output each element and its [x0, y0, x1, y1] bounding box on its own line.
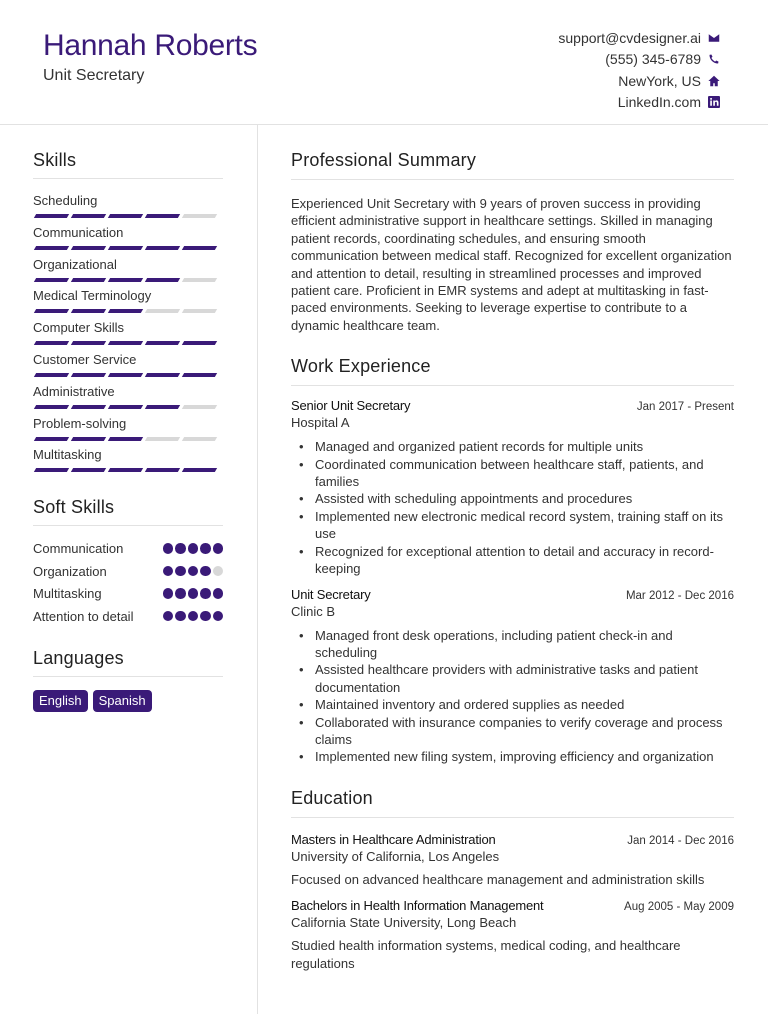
- skill-level-segment: [108, 278, 143, 282]
- education-entry: [291, 898, 734, 972]
- skill-level-segment: [34, 373, 69, 377]
- languages-heading: Languages: [33, 648, 223, 677]
- skill-level-segment: [108, 214, 143, 218]
- rating-dot: [175, 611, 186, 622]
- education-heading: Education: [291, 788, 734, 818]
- skill-name: Medical Terminology: [33, 288, 152, 304]
- rating-dot: [200, 611, 211, 622]
- skill-level-segment: [145, 468, 180, 472]
- skill-level-segment: [71, 309, 106, 313]
- skill-item: [33, 225, 223, 257]
- contact-list: [558, 27, 720, 113]
- soft-skills-section: [33, 497, 223, 630]
- job-bullet: • Assisted healthcare providers with administrative tasks and patient documentation: [291, 661, 734, 696]
- rating-dot: [163, 588, 174, 599]
- skill-level-segment: [182, 309, 217, 313]
- skill-level-segment: [108, 468, 143, 472]
- skill-level-segment: [34, 214, 69, 218]
- rating-dot: [200, 543, 211, 554]
- contact-phone[interactable]: [558, 49, 720, 71]
- job-title: Senior Unit Secretary: [291, 398, 411, 414]
- skill-name: Scheduling: [33, 193, 98, 208]
- job-bullets: [291, 438, 734, 577]
- skill-level-segment: [108, 405, 143, 409]
- column-divider: [257, 125, 258, 1014]
- skill-level-segment: [145, 405, 180, 409]
- candidate-title: Unit Secretary: [43, 67, 145, 84]
- skill-item: [33, 352, 223, 384]
- skill-level-segment: [182, 341, 217, 345]
- candidate-name: Hannah Roberts: [43, 29, 258, 62]
- soft-skill-name: Attention to detail: [33, 608, 134, 624]
- rating-dot: [175, 566, 186, 577]
- skill-level-bar: [33, 437, 223, 441]
- skill-name: Communication: [33, 224, 124, 240]
- experience-heading: Work Experience: [291, 356, 734, 386]
- job-bullet: • Implemented new electronic medical record system, training staff on its use: [291, 508, 734, 543]
- skill-name: Problem-solving: [33, 415, 127, 431]
- job-entry: [291, 398, 734, 577]
- skill-level-segment: [71, 246, 106, 250]
- skill-level-segment: [182, 468, 217, 472]
- linkedin-icon: [708, 96, 720, 108]
- soft-skill-item: [33, 563, 223, 586]
- skill-level-segment: [34, 405, 69, 409]
- skill-level-segment: [71, 437, 106, 441]
- skill-level-segment: [34, 468, 69, 472]
- resume-header: [0, 0, 768, 125]
- education-section: [291, 788, 734, 972]
- skill-level-bar: [33, 278, 223, 282]
- contact-location-text: NewYork, US: [618, 72, 701, 89]
- skill-item: [33, 288, 223, 320]
- skill-level-bar: [33, 246, 223, 250]
- left-column: [33, 150, 223, 712]
- skill-level-segment: [34, 437, 69, 441]
- rating-dot: [213, 588, 224, 599]
- rating-dot: [200, 566, 211, 577]
- skill-level-segment: [108, 341, 143, 345]
- skills-heading: Skills: [33, 150, 223, 179]
- skill-level-segment: [71, 405, 106, 409]
- skill-level-segment: [108, 246, 143, 250]
- rating-dot: [200, 588, 211, 599]
- job-bullet: • Managed front desk operations, including patient check-in and scheduling: [291, 627, 734, 662]
- home-icon: [708, 75, 720, 87]
- skill-level-bar: [33, 468, 223, 472]
- skill-level-segment: [34, 341, 69, 345]
- skill-level-segment: [145, 246, 180, 250]
- education-description: Studied health information systems, medical coding, and healthcare regulations: [291, 938, 681, 971]
- skill-level-segment: [182, 373, 217, 377]
- soft-skill-name: Organization: [33, 563, 107, 579]
- skill-level-segment: [108, 373, 143, 377]
- soft-skills-heading: Soft Skills: [33, 497, 223, 526]
- phone-icon: [708, 53, 720, 65]
- soft-skill-rating: [163, 563, 224, 577]
- contact-email[interactable]: [558, 27, 720, 49]
- skill-level-segment: [145, 214, 180, 218]
- education-entry: [291, 832, 734, 888]
- skill-level-segment: [71, 278, 106, 282]
- language-badges: [33, 690, 223, 712]
- education-dates: Aug 2005 - May 2009: [624, 901, 734, 914]
- skill-level-segment: [34, 246, 69, 250]
- job-entry: [291, 587, 734, 766]
- soft-skill-item: [33, 585, 223, 608]
- job-bullet: • Maintained inventory and ordered supplies as needed: [291, 696, 734, 713]
- skill-item: [33, 384, 223, 416]
- soft-skill-rating: [163, 540, 224, 554]
- job-dates: Mar 2012 - Dec 2016: [625, 589, 734, 602]
- degree-title: Masters in Healthcare Administration: [291, 831, 496, 847]
- languages-section: [33, 648, 223, 712]
- summary-heading: Professional Summary: [291, 150, 734, 180]
- job-bullet: • Managed and organized patient records for multiple units: [291, 438, 734, 455]
- envelope-icon: [708, 32, 720, 44]
- skill-level-segment: [182, 437, 217, 441]
- skill-level-segment: [71, 214, 106, 218]
- skill-item: [33, 193, 223, 225]
- summary-section: [291, 150, 734, 334]
- rating-dot: [163, 566, 174, 577]
- rating-dot: [213, 543, 224, 554]
- contact-location: [558, 70, 720, 92]
- skill-level-segment: [182, 246, 217, 250]
- skill-item: [33, 257, 223, 289]
- education-description: Focused on advanced healthcare management and administration skills: [291, 871, 705, 887]
- skill-name: Administrative: [33, 383, 115, 399]
- skill-name: Customer Service: [33, 351, 137, 367]
- soft-skills-list: [33, 540, 223, 630]
- job-bullets: [291, 627, 734, 766]
- contact-linkedin-text: LinkedIn.com: [617, 94, 701, 111]
- job-dates: Jan 2017 - Present: [636, 401, 734, 414]
- job-bullet: • Coordinated communication between healthcare staff, patients, and families: [291, 456, 734, 491]
- rating-dot: [163, 611, 174, 622]
- contact-email-text: support@cvdesigner.ai: [558, 29, 701, 46]
- rating-dot: [188, 611, 199, 622]
- skill-level-segment: [108, 309, 143, 313]
- rating-dot: [213, 611, 224, 622]
- rating-dot: [163, 543, 174, 554]
- education-dates: Jan 2014 - Dec 2016: [627, 834, 734, 847]
- skill-item: [33, 416, 223, 448]
- skills-section: [33, 150, 223, 479]
- skill-level-bar: [33, 214, 223, 218]
- skill-name: Organizational: [33, 256, 117, 272]
- summary-text: Experienced Unit Secretary with 9 years of proven success in providing efficient administrative support in healthcare settings. Skilled in managing patient records, coordinating schedules, and ensuring smooth communication between medical staff. Recognized for excellent organization and attention to detail, resulting in streamlined processes and improved patient care. Proficient in EMR systems and adept at multitasking in fast-paced environments. Seeking to leverage expertise to contribute to a dynamic healthcare team.: [291, 196, 732, 333]
- experience-section: [291, 356, 734, 766]
- skill-level-bar: [33, 309, 223, 313]
- rating-dot: [188, 543, 199, 554]
- job-bullet: • Recognized for exceptional attention to detail and accuracy in record-keeping: [291, 543, 734, 578]
- skill-level-segment: [182, 214, 217, 218]
- soft-skill-item: [33, 540, 223, 563]
- soft-skill-rating: [163, 608, 224, 622]
- skill-level-segment: [34, 309, 69, 313]
- rating-dot: [188, 566, 199, 577]
- soft-skill-item: [33, 608, 223, 631]
- skill-item: [33, 320, 223, 352]
- skill-level-bar: [33, 405, 223, 409]
- job-organization: Hospital A: [291, 415, 350, 431]
- degree-title: Bachelors in Health Information Management: [291, 898, 544, 914]
- language-badge: Spanish: [93, 690, 152, 712]
- skill-level-segment: [34, 278, 69, 282]
- school-name: California State University, Long Beach: [291, 915, 517, 931]
- soft-skill-name: Multitasking: [33, 586, 102, 602]
- skill-level-bar: [33, 373, 223, 377]
- skill-item: [33, 447, 223, 479]
- language-badge: English: [33, 690, 88, 712]
- skill-level-segment: [145, 373, 180, 377]
- skill-level-segment: [71, 341, 106, 345]
- skill-name: Multitasking: [33, 447, 102, 463]
- skill-level-segment: [182, 278, 217, 282]
- skill-level-segment: [145, 309, 180, 313]
- soft-skill-name: Communication: [33, 541, 124, 557]
- skill-level-segment: [182, 405, 217, 409]
- job-bullet: • Implemented new filing system, improving efficiency and organization: [291, 748, 734, 765]
- rating-dot: [175, 588, 186, 599]
- skill-level-segment: [71, 373, 106, 377]
- rating-dot: [213, 566, 224, 577]
- skill-level-segment: [71, 468, 106, 472]
- school-name: University of California, Los Angeles: [291, 848, 500, 864]
- skill-level-segment: [145, 341, 180, 345]
- job-organization: Clinic B: [291, 603, 336, 619]
- rating-dot: [175, 543, 186, 554]
- skill-level-segment: [108, 437, 143, 441]
- job-bullet: • Collaborated with insurance companies to verify coverage and process claims: [291, 714, 734, 749]
- skill-level-segment: [145, 278, 180, 282]
- skills-list: [33, 193, 223, 479]
- skill-name: Computer Skills: [33, 320, 125, 336]
- job-bullet: • Assisted with scheduling appointments and procedures: [291, 490, 734, 507]
- skill-level-segment: [145, 437, 180, 441]
- rating-dot: [188, 588, 199, 599]
- right-column: [291, 150, 734, 972]
- soft-skill-rating: [163, 585, 224, 599]
- skill-level-bar: [33, 341, 223, 345]
- contact-phone-text: (555) 345-6789: [605, 51, 701, 68]
- job-title: Unit Secretary: [291, 586, 371, 602]
- contact-linkedin[interactable]: [558, 92, 720, 114]
